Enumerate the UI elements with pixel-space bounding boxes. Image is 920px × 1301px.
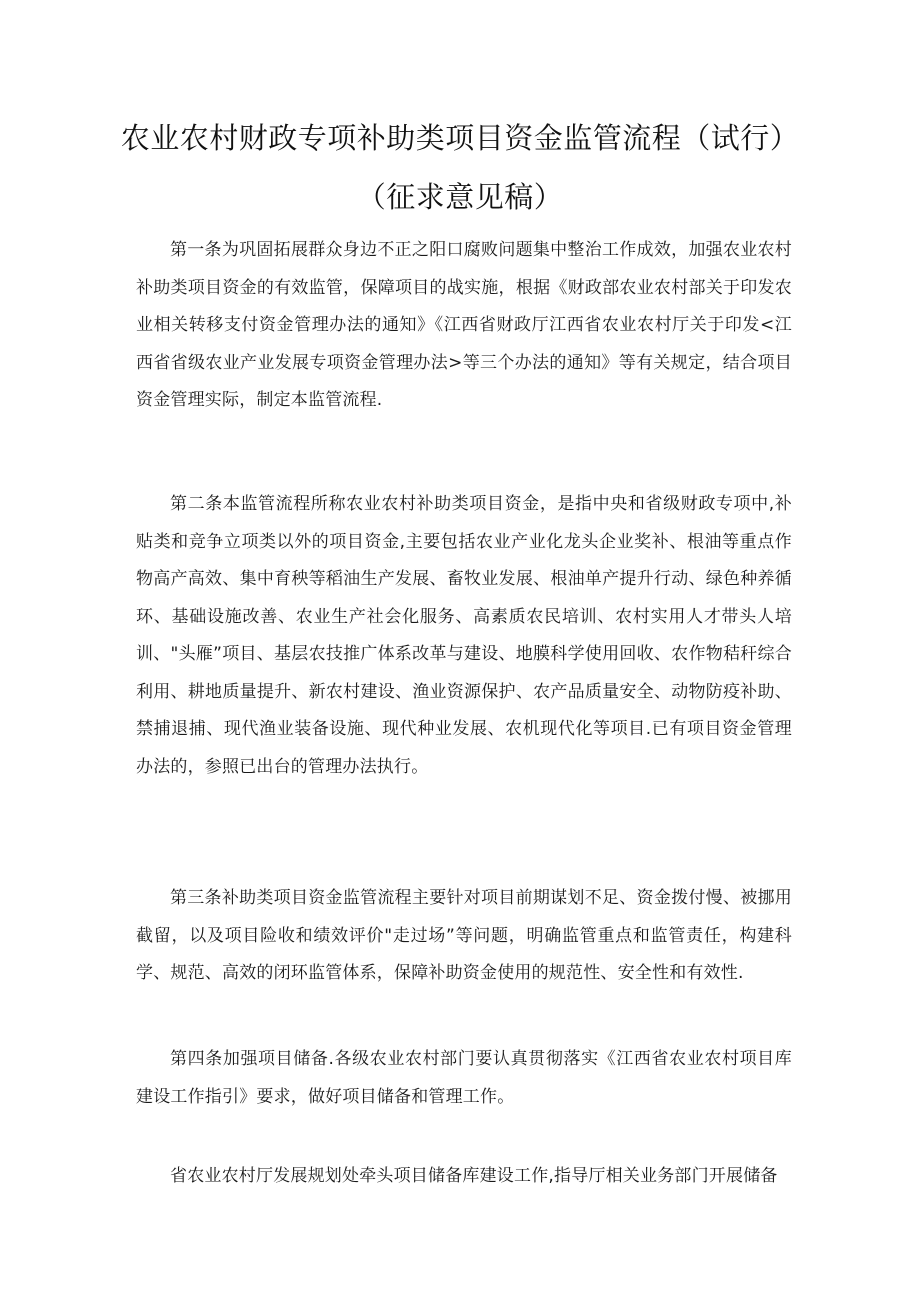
document-title: 农业农村财政专项补助类项目资金监管流程（试行） xyxy=(120,121,800,155)
article-2-paragraph: 第二条本监管流程所称农业农村补助类项目资金，是指中央和省级财政专项中,补贴类和竞争立项类以外的项目资金,主要包括农业产业化龙头企业奖补、根油等重点作物高产高效、集中育秧等稻油生产发展、畜牧业发展、根油单产提升行动、绿色种养循环、基础设施改善、农业生产社会化服务、高素质农民培训、农村实用人才带头人培训、"头雁”项目、基层农技推广体系改革与建设、地膜科学使用回收、农作物秸秆综合利用、耕地质量提升、新农村建设、渔业资源保护、农产品质量安全、动物防疫补助、禁捕退捕、现代渔业装备设施、现代种业发展、农机现代化等项目.已有项目资金管理办法的，参照已出台的管理办法执行。 xyxy=(136,494,792,777)
article-4-paragraph: 第四条加强项目储备.各级农业农村部门要认真贯彻落实《江西省农业农村项目库建设工作指引》要求，做好项目储备和管理工作。 xyxy=(136,1049,792,1107)
document-subtitle: （征求意见稿） xyxy=(356,180,564,214)
article-1-paragraph: 第一条为巩固拓展群众身边不正之阳口腐败问题集中整治工作成效，加强农业农村补助类项目资金的有效监管，保障项目的战实施，根据《财政部农业农村部关于印发农业相关转移支付资金管理办法的通知》《江西省财政厅江西省农业农村厅关于印发<江西省省级农业产业发展专项资金管理办法>等三个办法的通知》等有关规定，结合项目资金管理实际，制定本监管流程. xyxy=(136,240,792,410)
article-3-paragraph: 第三条补助类项目资金监管流程主要针对项目前期谋划不足、资金拨付慢、被挪用截留，以及项目险收和绩效评价"走过场”等问题，明确监管重点和监管责任，构建科学、规范、高效的闭环监管体系，保障补助资金使用的规范性、安全性和有效性. xyxy=(136,888,792,983)
article-4-continuation-paragraph: 省农业农村厅发展规划处牵头项目储备库建设工作,指导厅相关业务部门开展储备 xyxy=(170,1166,778,1186)
